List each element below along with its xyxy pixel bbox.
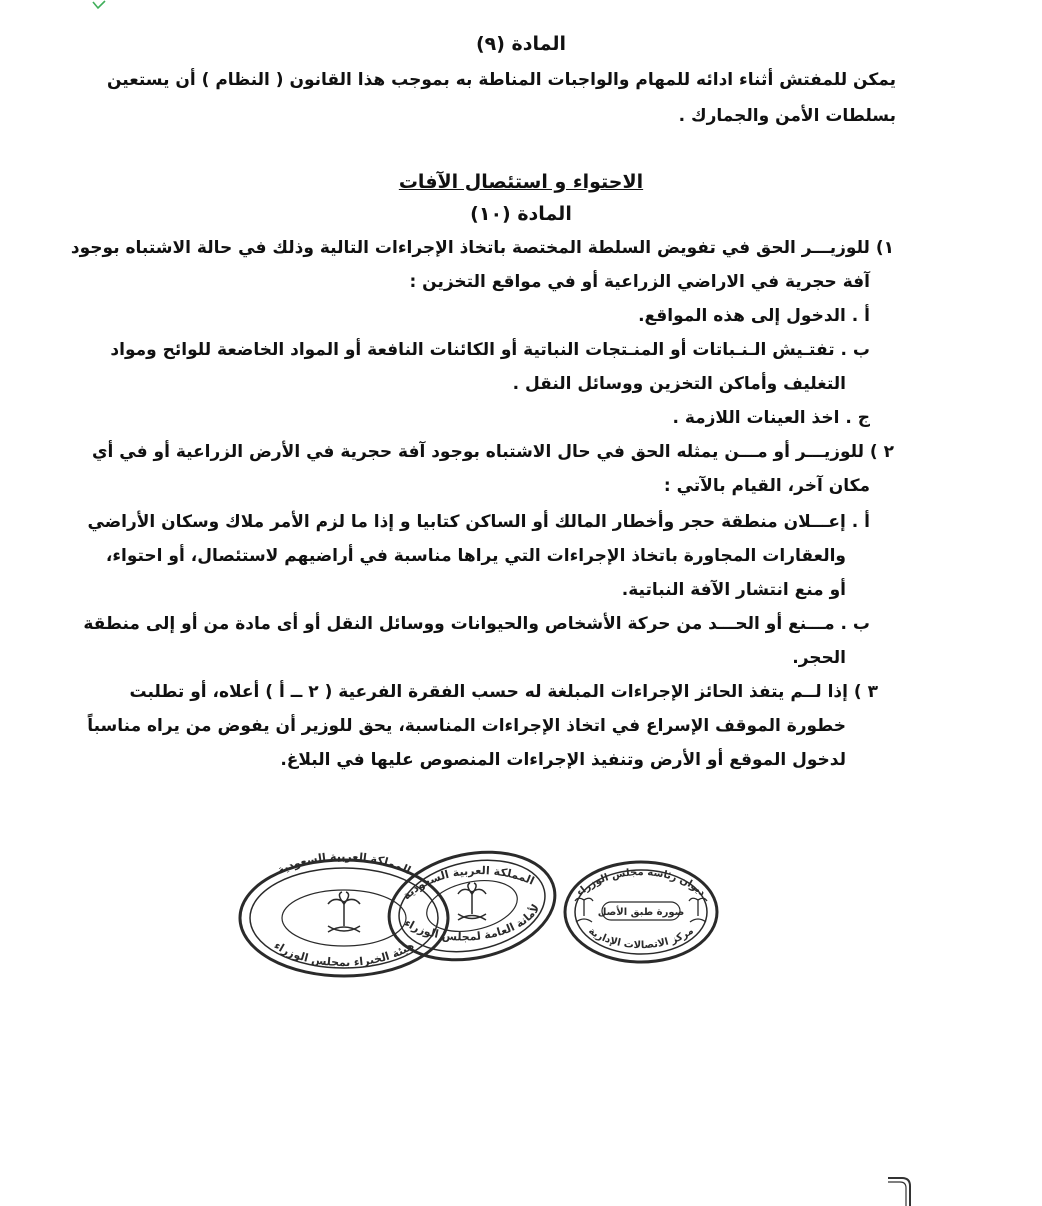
green-tick-icon	[92, 0, 106, 10]
corner-bracket-mark	[886, 1176, 916, 1206]
article-10-p1-item-c: ج . اخذ العينات اللازمة .	[672, 408, 870, 428]
seal-right-bottom-text: مركز الاتصالات الإدارية	[586, 925, 696, 952]
palm-swords-emblem-icon	[328, 892, 360, 932]
article-9-title: المادة (٩)	[475, 33, 567, 55]
article-10-p2-item-a-line-1: أ . إعـــلان منطقة حجر وأخطار المالك أو الساكن كتابيا و إذا ما لزم الأمر ملاك وسكان الأراضي	[87, 512, 870, 532]
article-10-p2-item-b-line-2: الحجر.	[792, 648, 846, 668]
article-10-p2-line-2: مكان آخر، القيام بالآتي :	[663, 476, 870, 496]
article-10-title: المادة (١٠)	[470, 203, 572, 225]
svg-text:المملكة العربية السعودية	[275, 850, 413, 877]
seal-right-top-text: ديوان رئاسة مجلس الوزراء	[574, 867, 708, 899]
seal-certified-true-copy	[565, 862, 717, 962]
article-10-p3-line-1: ٣ ) إذا لــم يتفذ الحائز الإجراءات المبلغة له حسب الفقرة الفرعية ( ٢ ــ أ ) أعلاه، أو تطلبت	[129, 682, 878, 702]
seal-middle-bottom-text: الأمانة العامة لمجلس الوزراء	[402, 901, 543, 944]
article-10-p3-line-2: خطورة الموقف الإسراع في اتخاذ الإجراءات المناسبة، يحق للوزير أن يفوض من يراه مناسباً	[87, 716, 846, 736]
article-10-p1-item-b-line-1: ب . تفتـيش الـنـباتات أو المنـتجات النباتية أو الكائنات النافعة أو المواد الخاضعة للوائح ومواد	[110, 340, 870, 360]
article-10-p2-line-1: ٢ ) للوزيـــر أو مـــن يمثله الحق في حال الاشتباه بوجود آفة حجرية في الأرض الزراعية أو في أي	[91, 442, 894, 462]
seal-right-center-text: صورة طبق الأصل	[597, 907, 685, 918]
article-10-p1-line-1: ١) للوزيـــر الحق في تفويض السلطة المختصة باتخاذ الإجراءات التالية وذلك في حالة الاشتباه بوجود	[70, 238, 894, 258]
article-9-line-2: بسلطات الأمن والجمارك .	[678, 106, 896, 126]
seal-left-bottom-text: هيئة الخبراء بمجلس الوزراء	[271, 938, 417, 970]
seal-experts-commission	[240, 850, 448, 976]
article-10-p2-item-a-line-2: والعقارات المجاورة باتخاذ الإجراءات التي يراها مناسبة في أراضيهم لاستئصال، أو احتواء،	[105, 546, 846, 566]
article-10-p2-item-b-line-1: ب . مـــنع أو الحـــد من حركة الأشخاص والحيوانات ووسائل النقل أو أى مادة من أو إلى منطقة	[83, 614, 870, 634]
svg-text:مركز الاتصالات الإدارية	[586, 926, 696, 952]
seal-middle-top-text: المملكة العربية السعودية	[399, 864, 537, 903]
article-10-p3-line-3: لدخول الموقع أو الأرض وتنفيذ الإجراءات المنصوص عليها في البلاغ.	[280, 750, 846, 770]
official-stamps	[222, 840, 722, 980]
seal-left-top-text: المملكة العربية السعودية	[275, 849, 413, 877]
article-9-line-1: يمكن للمفتش أثناء ادائه للمهام والواجبات المناطة به بموجب هذا القانون ( النظام ) أن يستعين	[107, 70, 896, 90]
article-10-p1-item-b-line-2: التغليف وأماكن التخزين ووسائل النقل .	[512, 374, 846, 394]
palm-swords-emblem-icon	[458, 883, 486, 920]
article-10-p1-line-2: آفة حجرية في الاراضي الزراعية أو في مواقع التخزين :	[409, 272, 870, 292]
section-title: الاحتواء و استئصال الآفات	[398, 171, 644, 193]
article-10-p2-item-a-line-3: أو منع انتشار الآفة النباتية.	[621, 580, 846, 600]
article-10-p1-item-a: أ . الدخول إلى هذه المواقع.	[638, 306, 870, 326]
svg-text:هيئة الخبراء بمجلس الوزراء	[272, 939, 417, 969]
